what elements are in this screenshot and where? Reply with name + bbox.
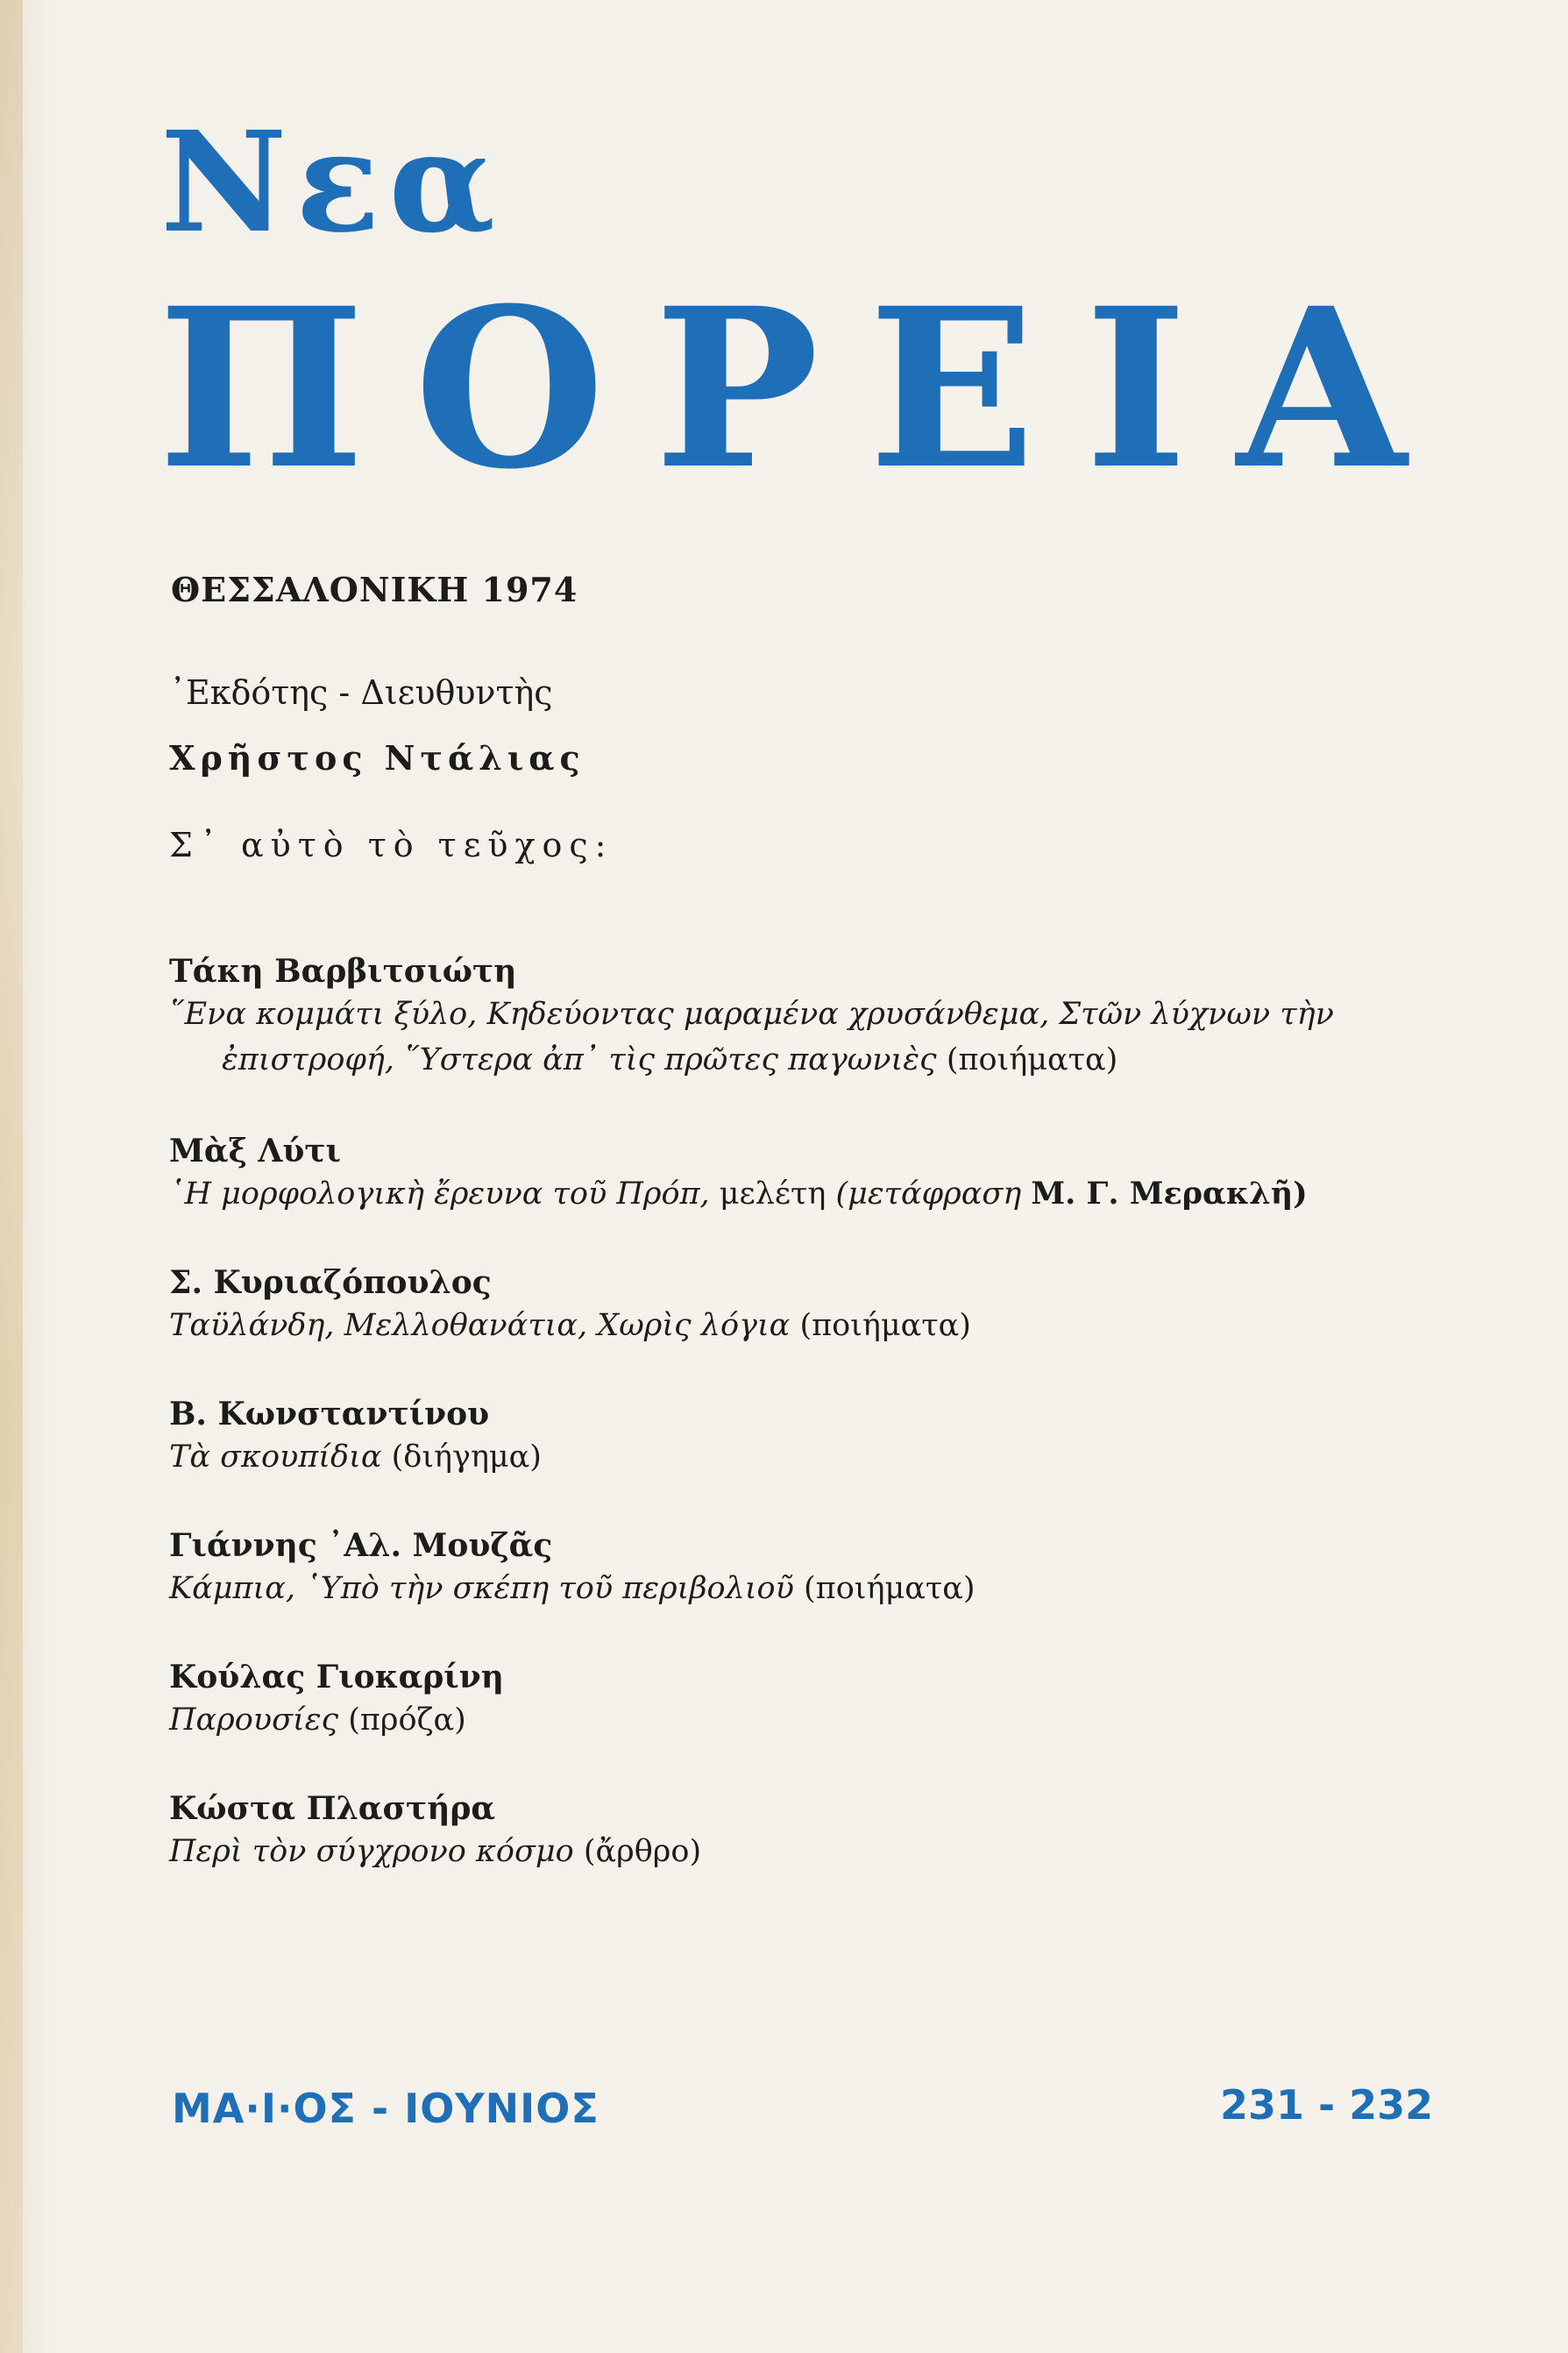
toc-works [169, 1829, 1414, 1874]
toc-works [169, 992, 1414, 1037]
masthead-subtitle: Νεα [160, 102, 505, 264]
toc-work-genre: (ποιήματα) [946, 1042, 1118, 1077]
toc-entry [169, 951, 1414, 1083]
masthead-letter: Ε [868, 259, 1036, 517]
toc-work-genre: (διήγημα) [391, 1440, 542, 1475]
masthead-letter: Α [1236, 259, 1407, 517]
toc-work-titles: Κάμπια, ῾Υπὸ τὴν σκέπη τοῦ περιβολιοῦ [169, 1571, 794, 1606]
issue-months: ΜΑ·Ι·ΟΣ - ΙΟΥΝΙΟΣ [172, 2085, 600, 2132]
toc-author: Σ. Κυριαζόπουλος [169, 1264, 492, 1301]
toc-translator: Μ. Γ. Μερακλῆ) [1031, 1176, 1308, 1212]
masthead-letter: Ι [1084, 259, 1188, 517]
toc-work-titles: Περὶ τὸν σύγχρονο κόσμο [169, 1834, 574, 1869]
toc-author: Κώστα Πλαστήρα [169, 1790, 496, 1827]
toc-entry [169, 1525, 1414, 1611]
toc-work-titles: Τὰ σκουπίδια [169, 1440, 382, 1475]
publisher-label: ᾿Εκδότης - Διευθυντὴς [169, 673, 553, 712]
toc-works [169, 1303, 1414, 1348]
masthead-letter: Π [158, 259, 365, 517]
paper-edge-stain [0, 0, 23, 2353]
place-and-year: ΘΕΣΣΑΛΟΝΙΚΗ 1974 [171, 570, 578, 609]
masthead-title [158, 259, 1407, 517]
toc-work-genre: (πρόζα) [348, 1703, 466, 1738]
toc-entry [169, 1657, 1414, 1743]
toc-entry [169, 1788, 1414, 1874]
publisher-name: Χρῆστος Ντάλιας [169, 738, 585, 778]
toc-author: Τάκη Βαρβιτσιώτη [169, 953, 517, 990]
toc-author: Β. Κωνσταντίνου [169, 1396, 490, 1432]
toc-works-continued [169, 1037, 1414, 1083]
issue-numbers: 231 - 232 [1220, 2081, 1434, 2129]
toc-author: Γιάννης ᾿Αλ. Μουζᾶς [169, 1527, 553, 1564]
toc-entry [169, 1131, 1414, 1217]
toc-entry [169, 1394, 1414, 1480]
toc-works [169, 1697, 1414, 1743]
masthead-letter: Ρ [654, 259, 819, 517]
toc-author: Μὰξ Λύτι [169, 1133, 341, 1169]
toc-entry [169, 1262, 1414, 1348]
toc-work-genre: (ἄρθρο) [583, 1834, 702, 1869]
toc-work-titles: ἐπιστροφή, ῞Υστερα ἀπ᾿ τὶς πρῶτες παγωνιὲς [222, 1042, 937, 1077]
toc-work-genre: (ποιήματα) [799, 1308, 971, 1343]
toc-works [169, 1434, 1414, 1480]
toc-translation-note: (μετάφραση [835, 1176, 1022, 1212]
toc-work-titles: ῾Η μορφολογικὴ ἔρευνα τοῦ Πρόπ, [169, 1176, 710, 1212]
toc-author: Κούλας Γιοκαρίνη [169, 1659, 504, 1695]
contents-heading: Σ᾿ αὐτὸ τὸ τεῦχος: [169, 826, 614, 864]
toc-work-genre: μελέτη [719, 1176, 827, 1212]
toc-work-genre: (ποιήματα) [804, 1571, 976, 1606]
toc-work-titles: Παρουσίες [169, 1703, 339, 1738]
toc-works [169, 1171, 1414, 1217]
masthead-letter: Ο [414, 259, 606, 517]
toc-work-titles: ῞Ενα κομμάτι ξύλο, Κηδεύοντας μαραμένα χρυσάνθεμα, Στῶν λύχνων τὴν [169, 997, 1334, 1032]
toc-works [169, 1566, 1414, 1611]
toc-work-titles: Ταϋλάνδη, Μελλοθανάτια, Χωρὶς λόγια [169, 1308, 791, 1343]
